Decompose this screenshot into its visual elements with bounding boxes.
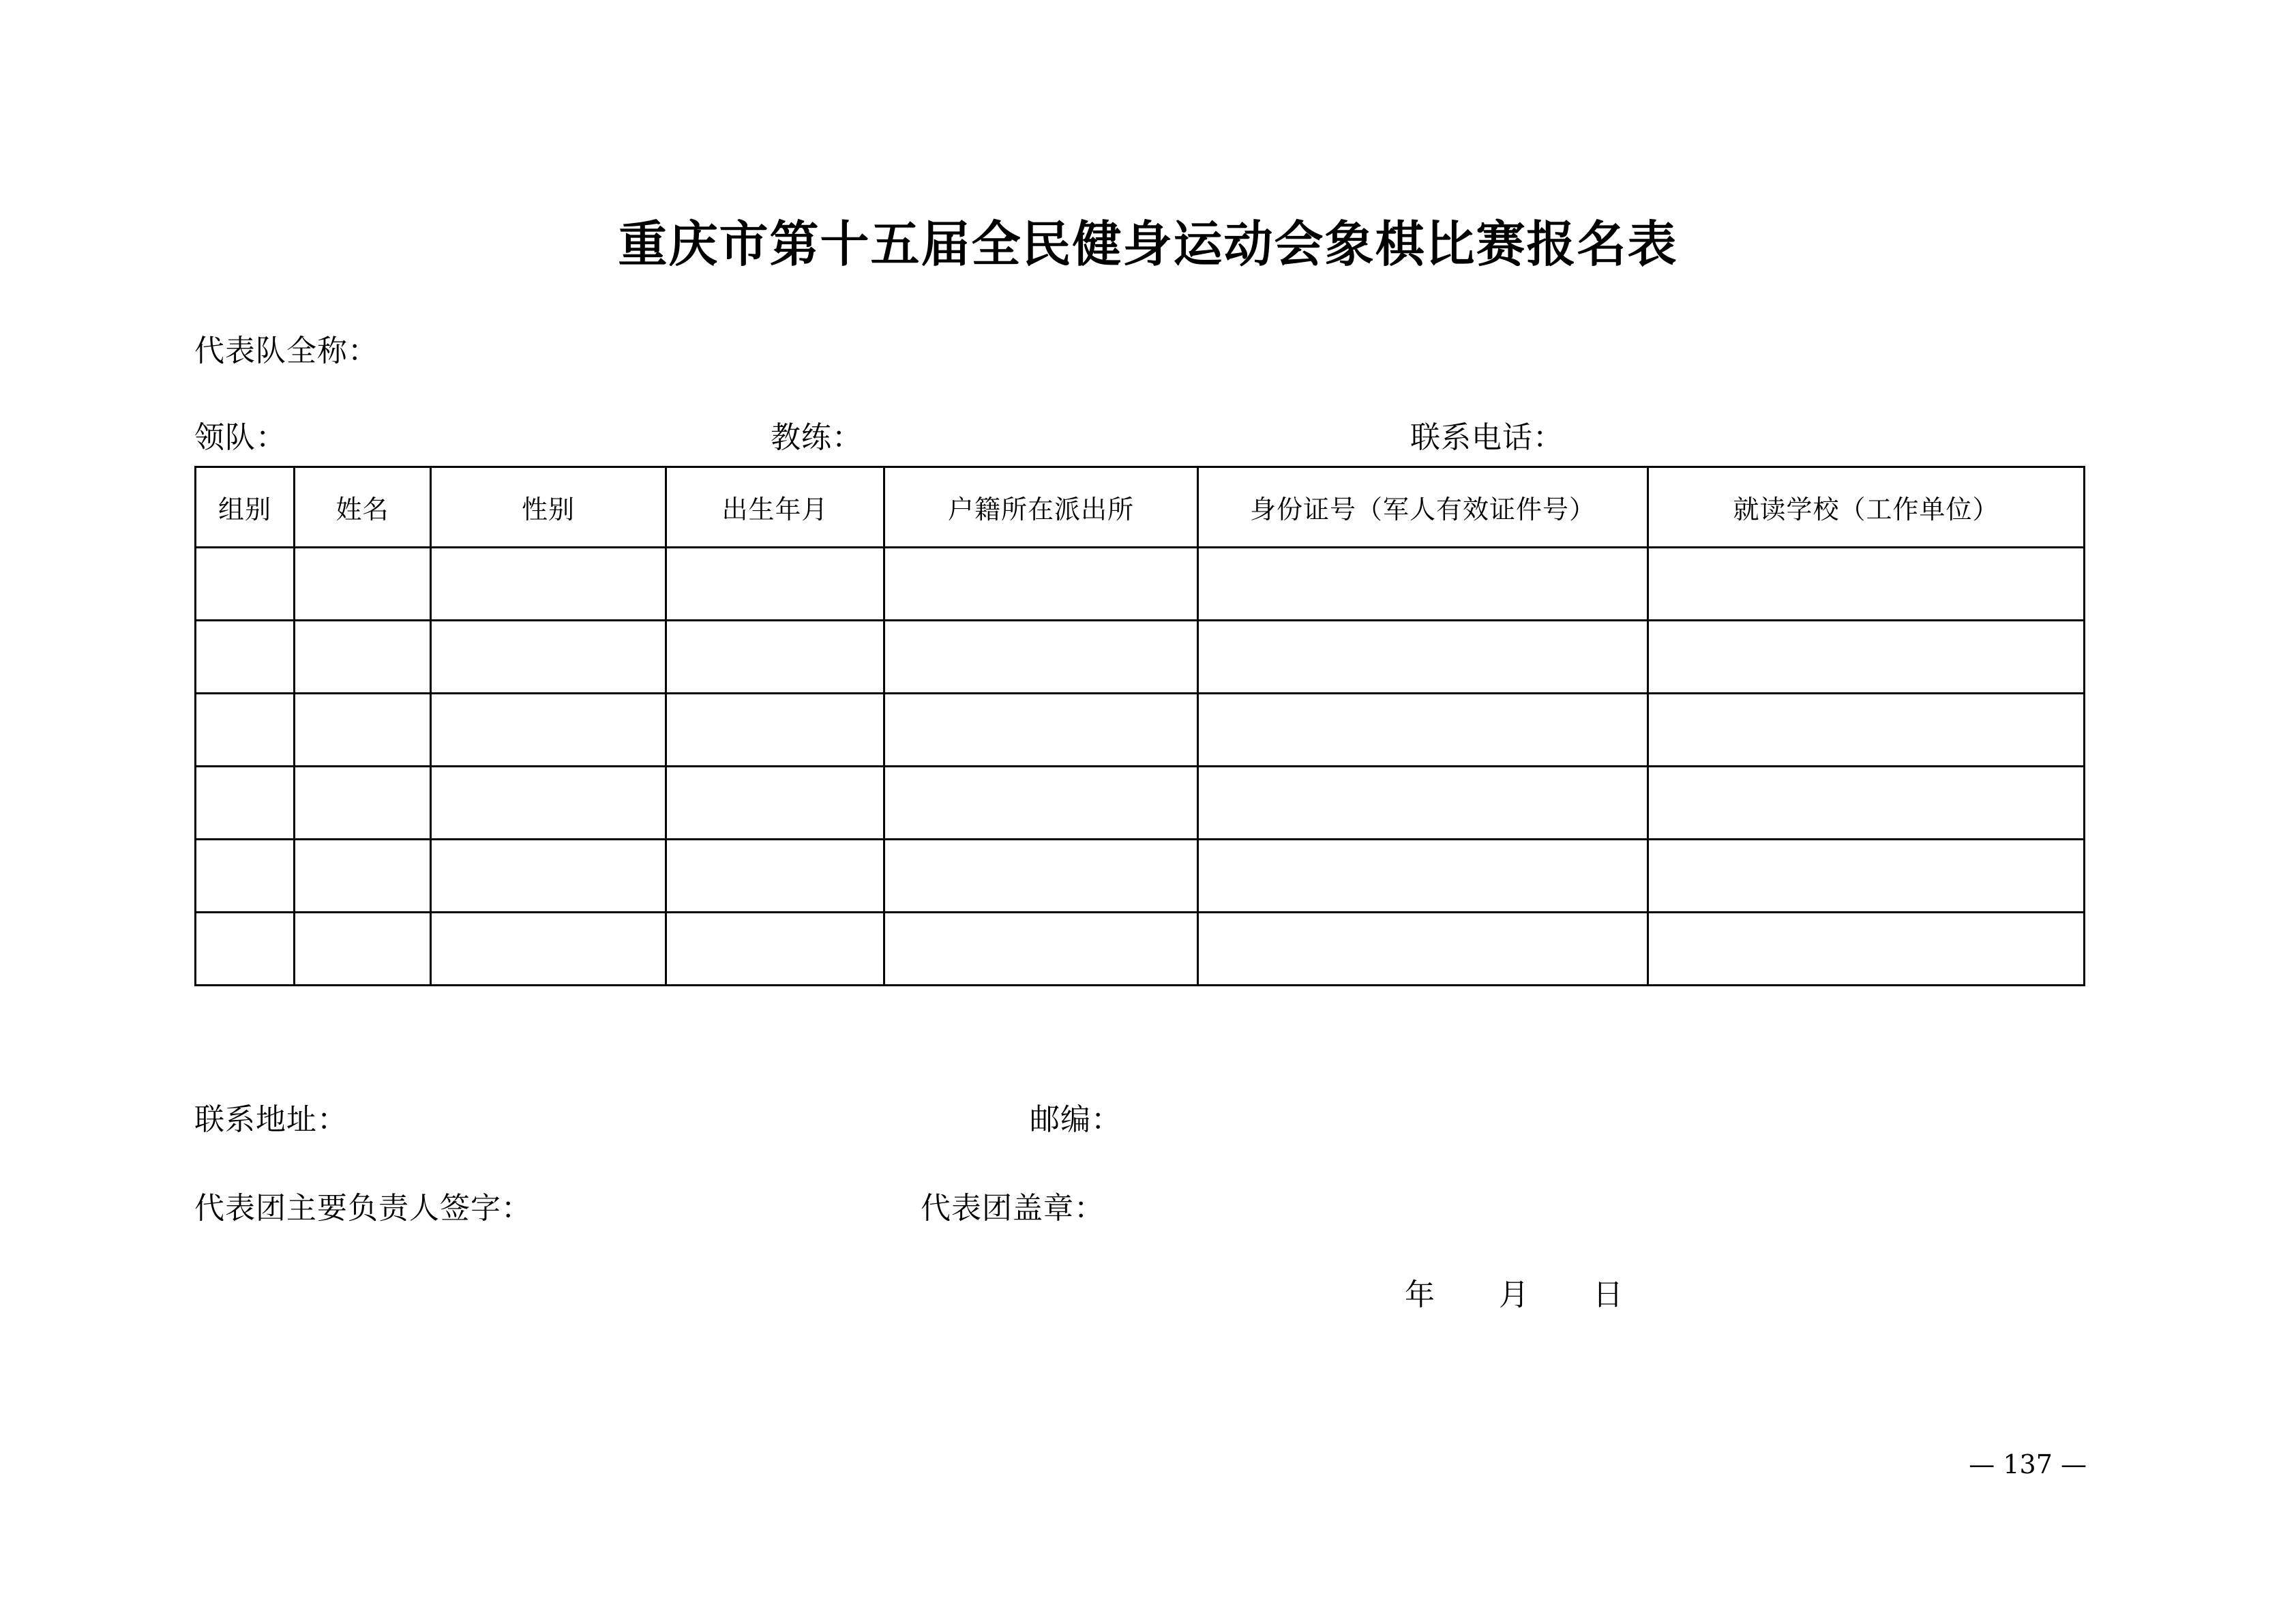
table-header-cell: 性别	[431, 467, 666, 548]
table-header-cell: 户籍所在派出所	[884, 467, 1198, 548]
table-cell[interactable]	[1648, 767, 2085, 840]
table-cell[interactable]	[884, 840, 1198, 913]
table-cell[interactable]	[196, 913, 295, 986]
page-number: — 137 —	[1969, 1449, 2087, 1479]
table-cell[interactable]	[666, 548, 884, 621]
page-title: 重庆市第十五届全民健身运动会象棋比赛报名表	[618, 215, 1678, 273]
table-cell[interactable]	[666, 767, 884, 840]
table-row	[196, 548, 2085, 621]
table-cell[interactable]	[295, 913, 431, 986]
table-cell[interactable]	[666, 694, 884, 767]
table-cell[interactable]	[884, 548, 1198, 621]
table-cell[interactable]	[1198, 548, 1648, 621]
table-header-cell: 出生年月	[666, 467, 884, 548]
field-delegation-seal: 代表团盖章：	[921, 1191, 1105, 1226]
table-cell[interactable]	[431, 548, 666, 621]
table-cell[interactable]	[666, 840, 884, 913]
table-cell[interactable]	[431, 621, 666, 694]
table-header-cell: 姓名	[295, 467, 431, 548]
table-cell[interactable]	[196, 767, 295, 840]
field-date-line: 年 月 日	[1405, 1278, 1650, 1312]
table-cell[interactable]	[1198, 621, 1648, 694]
table-cell[interactable]	[295, 694, 431, 767]
table-cell[interactable]	[1648, 694, 2085, 767]
table-cell[interactable]	[196, 694, 295, 767]
table-cell[interactable]	[431, 913, 666, 986]
table-cell[interactable]	[1198, 840, 1648, 913]
table-header-cell: 就读学校（工作单位）	[1648, 467, 2085, 548]
field-postcode: 邮编：	[1030, 1102, 1122, 1137]
table-cell[interactable]	[666, 913, 884, 986]
table-row	[196, 694, 2085, 767]
field-coach: 教练：	[771, 420, 863, 455]
table-row	[196, 767, 2085, 840]
table-header-row	[196, 467, 2085, 548]
field-team-full-name: 代表队全称：	[194, 334, 378, 368]
table-cell[interactable]	[884, 694, 1198, 767]
table-cell[interactable]	[1648, 548, 2085, 621]
table-cell[interactable]	[196, 548, 295, 621]
field-contact-address: 联系地址：	[194, 1102, 348, 1137]
table-row	[196, 840, 2085, 913]
table-cell[interactable]	[196, 840, 295, 913]
table-cell[interactable]	[295, 548, 431, 621]
table-row	[196, 621, 2085, 694]
table-cell[interactable]	[431, 767, 666, 840]
table-cell[interactable]	[1198, 913, 1648, 986]
table-header-cell: 身份证号（军人有效证件号）	[1198, 467, 1648, 548]
table-cell[interactable]	[196, 621, 295, 694]
table-cell[interactable]	[295, 621, 431, 694]
table-cell[interactable]	[431, 840, 666, 913]
table-cell[interactable]	[1198, 767, 1648, 840]
table-cell[interactable]	[884, 913, 1198, 986]
table-header-cell: 组别	[196, 467, 295, 548]
field-contact-phone: 联系电话：	[1410, 420, 1564, 455]
table-cell[interactable]	[1648, 840, 2085, 913]
table-cell[interactable]	[431, 694, 666, 767]
field-leader-signature: 代表团主要负责人签字：	[194, 1191, 532, 1226]
registration-table	[194, 466, 2085, 986]
table-cell[interactable]	[1198, 694, 1648, 767]
table-cell[interactable]	[666, 621, 884, 694]
table-cell[interactable]	[1648, 621, 2085, 694]
table-cell[interactable]	[884, 767, 1198, 840]
table-cell[interactable]	[295, 840, 431, 913]
table-cell[interactable]	[1648, 913, 2085, 986]
table-cell[interactable]	[295, 767, 431, 840]
table-row	[196, 913, 2085, 986]
field-leader: 领队：	[194, 420, 286, 455]
table-cell[interactable]	[884, 621, 1198, 694]
